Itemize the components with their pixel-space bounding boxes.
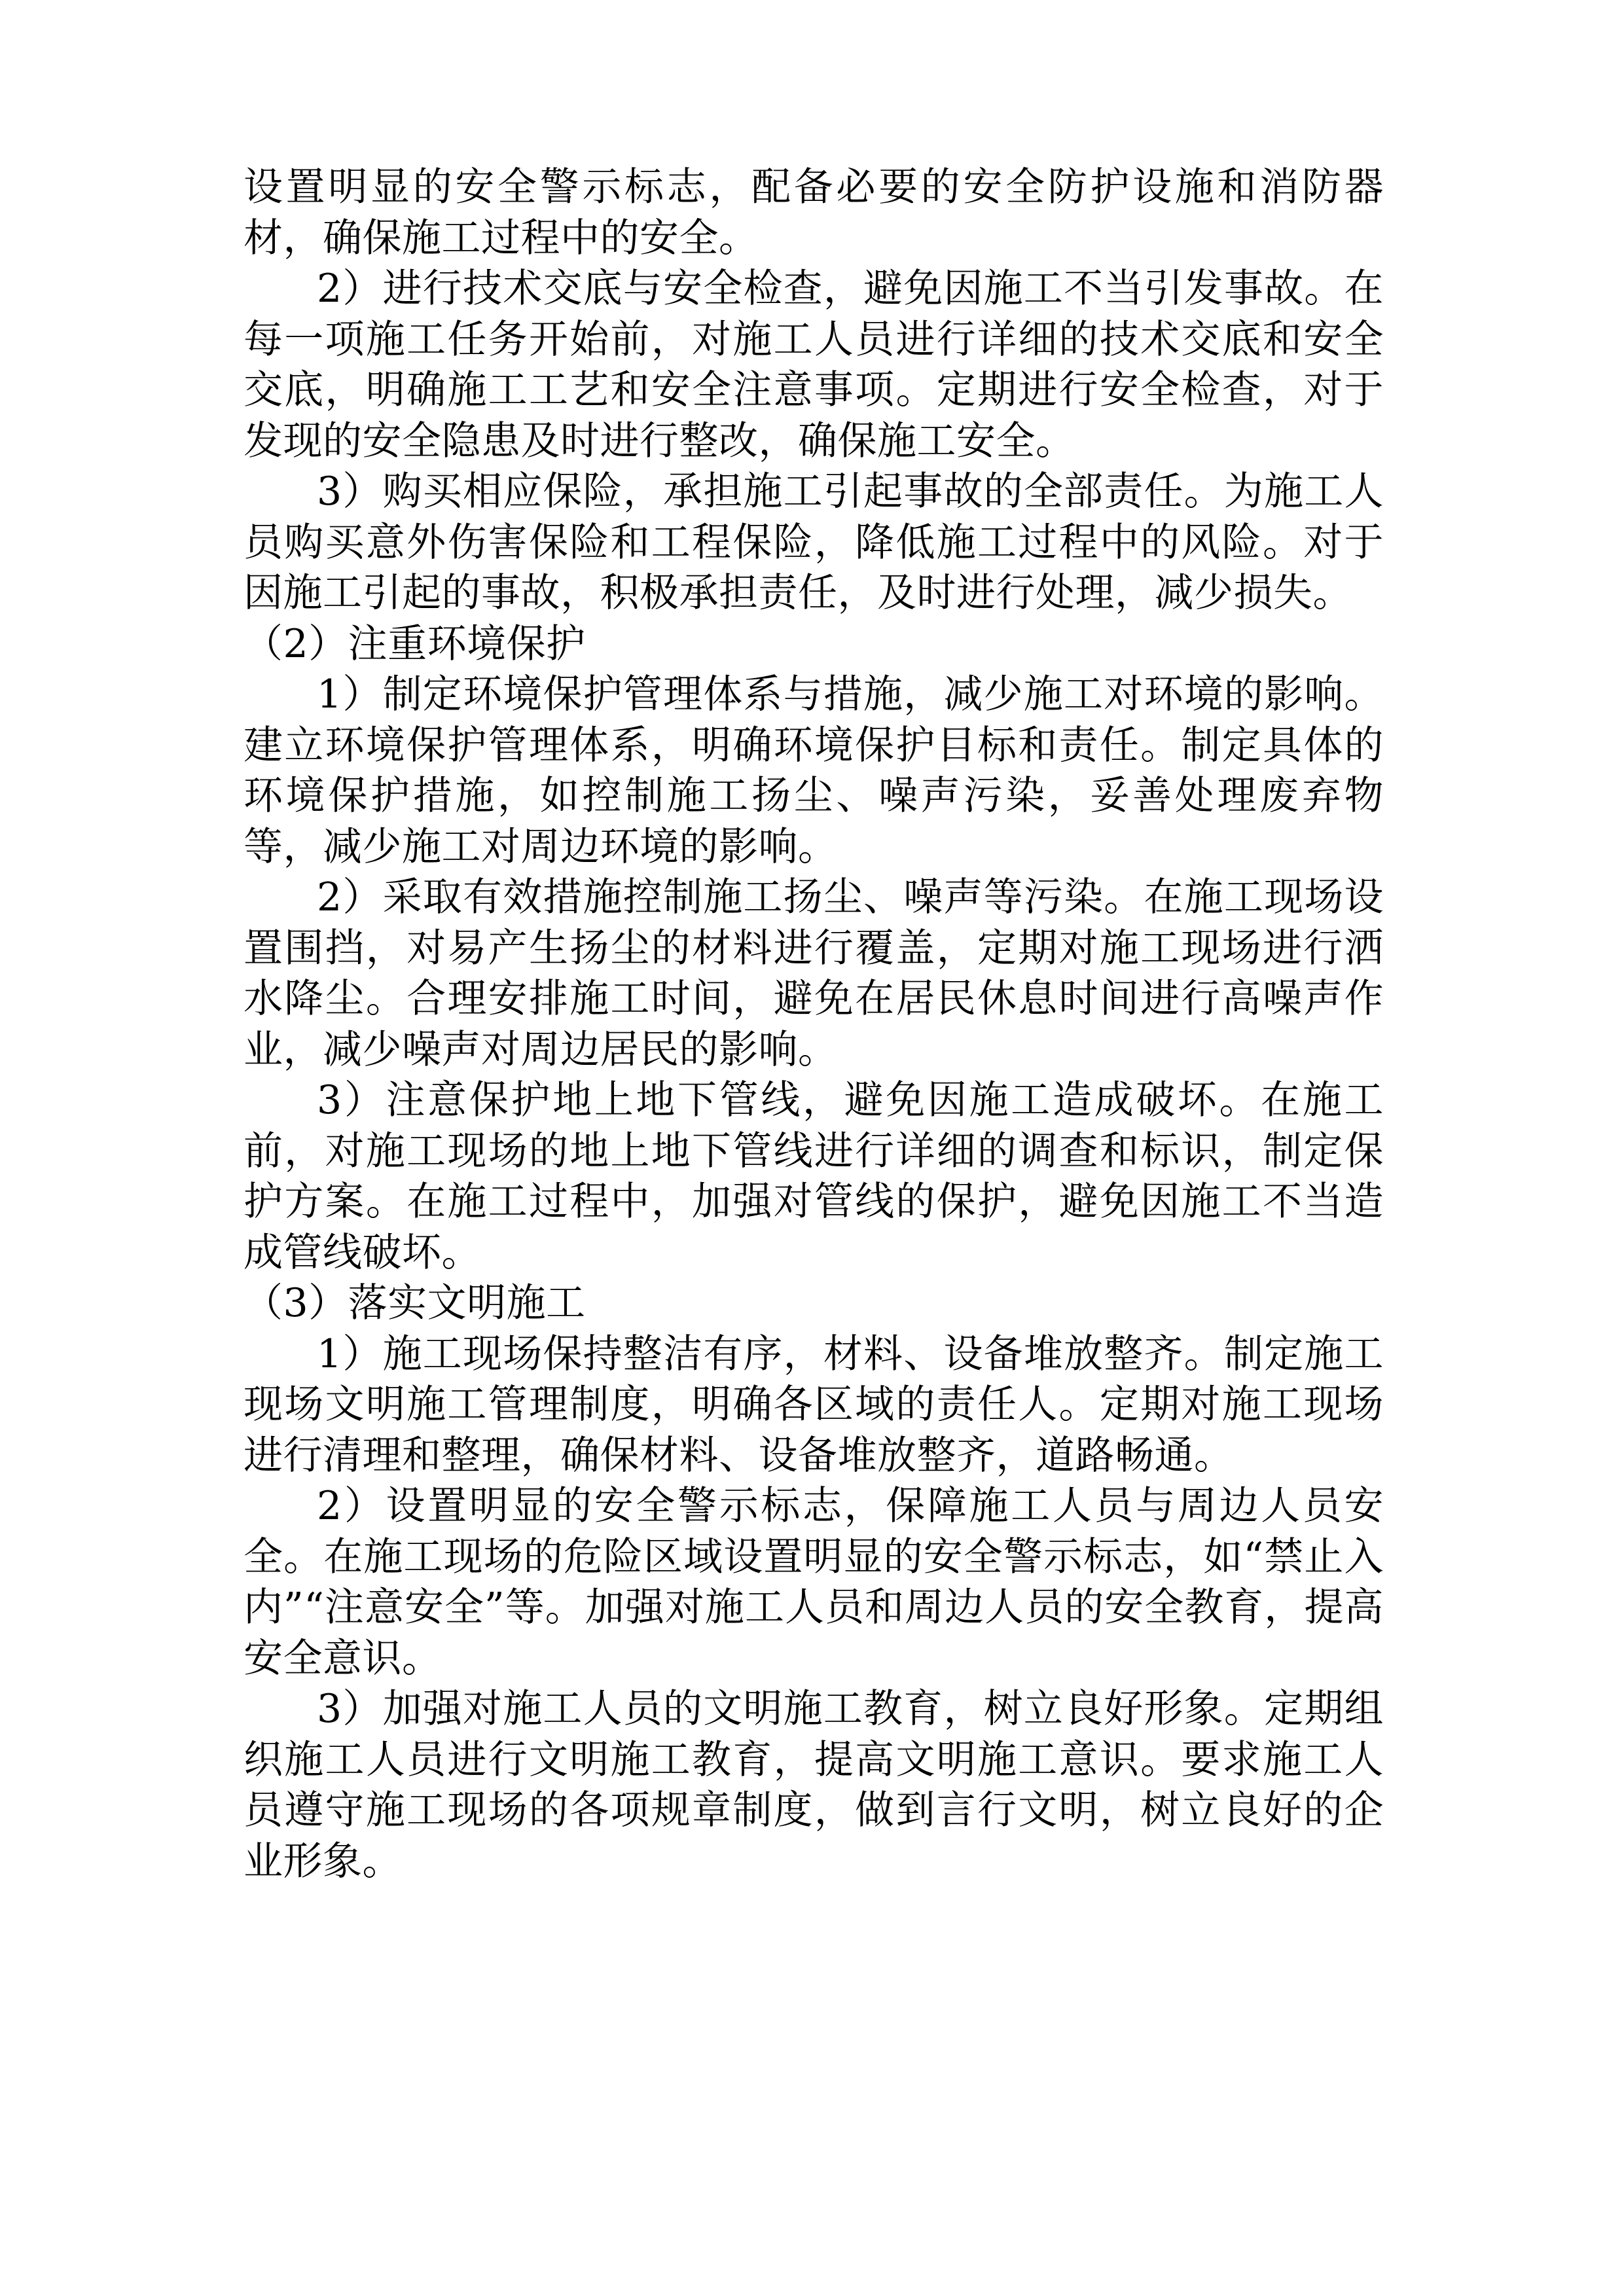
section-heading-civilized-construction: （3）落实文明施工: [244, 1280, 586, 1326]
paragraph-item-1-site-tidiness: 1）施工现场保持整洁有序，材料、设备堆放整齐。制定施工现场文明施工管理制度，明确各区域的责任人。定期对施工现场进行清理和整理，确保材料、设备堆放整齐，道路畅通。: [244, 1331, 1384, 1479]
paragraph-item-2-technical-disclosure: 2）进行技术交底与安全检查，避免因施工不当引发事故。在每一项施工任务开始前，对施工人员进行详细的技术交底和安全交底，明确施工工艺和安全注意事项。定期进行安全检查，对于发现的安全隐患及时进行整改，确保施工安全。: [244, 266, 1384, 464]
paragraph-item-3-worker-education: 3）加强对施工人员的文明施工教育，树立良好形象。定期组织施工人员进行文明施工教育，提高文明施工意识。要求施工人员遵守施工现场的各项规章制度，做到言行文明，树立良好的企业形象。: [244, 1686, 1384, 1884]
paragraph-safety-signage-continuation: 设置明显的安全警示标志，配备必要的安全防护设施和消防器材，确保施工过程中的安全。: [244, 164, 1384, 261]
paragraph-item-2-warning-signs: 2）设置明显的安全警示标志，保障施工人员与周边人员安全。在施工现场的危险区域设置明显的安全警示标志，如“禁止入内”“注意安全”等。加强对施工人员和周边人员的安全教育，提高安全意识。: [244, 1483, 1384, 1681]
document-body: [244, 162, 1384, 1887]
paragraph-item-1-env-management-system: 1）制定环境保护管理体系与措施，减少施工对环境的影响。建立环境保护管理体系，明确环境保护目标和责任。制定具体的环境保护措施，如控制施工扬尘、噪声污染，妥善处理废弃物等，减少施工对周边环境的影响。: [244, 672, 1384, 870]
section-heading-environmental-protection: （2）注重环境保护: [244, 620, 586, 667]
paragraph-item-2-dust-noise-control: 2）采取有效措施控制施工扬尘、噪声等污染。在施工现场设置围挡，对易产生扬尘的材料进行覆盖，定期对施工现场进行洒水降尘。合理安排施工时间，避免在居民休息时间进行高噪声作业，减少噪声对周边居民的影响。: [244, 874, 1384, 1073]
paragraph-item-3-insurance: 3）购买相应保险，承担施工引起事故的全部责任。为施工人员购买意外伤害保险和工程保险，降低施工过程中的风险。对于因施工引起的事故，积极承担责任，及时进行处理，减少损失。: [244, 469, 1384, 616]
paragraph-item-3-pipeline-protection: 3）注意保护地上地下管线，避免因施工造成破坏。在施工前，对施工现场的地上地下管线进行详细的调查和标识，制定保护方案。在施工过程中，加强对管线的保护，避免因施工不当造成管线破坏。: [244, 1077, 1384, 1276]
